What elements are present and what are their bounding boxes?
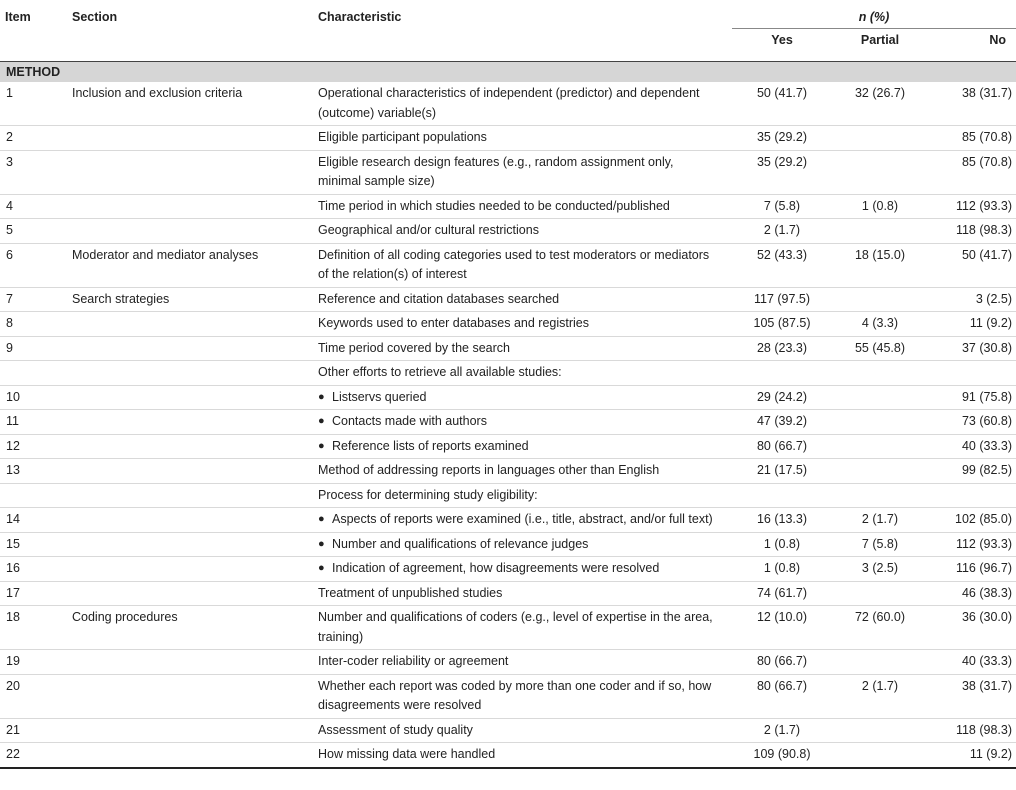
- section-cell: [68, 126, 312, 151]
- item-cell: 17: [0, 581, 68, 606]
- table-row: [0, 219, 1016, 244]
- characteristic-cell: Other efforts to retrieve all available studies:: [312, 361, 732, 386]
- table-row: [0, 581, 1016, 606]
- characteristic-text: Indication of agreement, how disagreements were resolved: [332, 561, 660, 575]
- no-cell: 112 (93.3): [928, 532, 1016, 557]
- section-cell: [68, 581, 312, 606]
- table-row: [0, 650, 1016, 675]
- section-cell: Inclusion and exclusion criteria: [68, 82, 312, 126]
- partial-cell: 7 (5.8): [832, 532, 928, 557]
- header-yes: Yes: [732, 29, 832, 62]
- no-cell: 102 (85.0): [928, 508, 1016, 533]
- characteristic-cell: [312, 557, 732, 582]
- item-cell: 1: [0, 82, 68, 126]
- partial-cell: 55 (45.8): [832, 336, 928, 361]
- characteristic-cell: Definition of all coding categories used to test moderators or mediators of the relation(s) of interest: [312, 243, 732, 287]
- characteristic-cell: Assessment of study quality: [312, 718, 732, 743]
- table-row: [0, 557, 1016, 582]
- section-cell: [68, 557, 312, 582]
- no-cell: 11 (9.2): [928, 312, 1016, 337]
- header-section: Section: [72, 10, 118, 24]
- partial-cell: 2 (1.7): [832, 674, 928, 718]
- characteristic-cell: [312, 434, 732, 459]
- characteristic-cell: Keywords used to enter databases and registries: [312, 312, 732, 337]
- item-cell: 20: [0, 674, 68, 718]
- item-cell: 3: [0, 150, 68, 194]
- item-cell: 22: [0, 743, 68, 768]
- partial-cell: [832, 718, 928, 743]
- no-cell: 46 (38.3): [928, 581, 1016, 606]
- no-cell: 73 (60.8): [928, 410, 1016, 435]
- no-cell: 118 (98.3): [928, 219, 1016, 244]
- partial-cell: [832, 287, 928, 312]
- yes-cell: 74 (61.7): [732, 581, 832, 606]
- table-row: [0, 410, 1016, 435]
- yes-cell: 80 (66.7): [732, 674, 832, 718]
- no-cell: 85 (70.8): [928, 150, 1016, 194]
- item-cell: 8: [0, 312, 68, 337]
- no-cell: 36 (30.0): [928, 606, 1016, 650]
- yes-cell: 80 (66.7): [732, 650, 832, 675]
- yes-cell: 16 (13.3): [732, 508, 832, 533]
- partial-cell: 2 (1.7): [832, 508, 928, 533]
- bullet-icon: ●: [318, 513, 325, 525]
- section-cell: Coding procedures: [68, 606, 312, 650]
- characteristic-cell: Inter-coder reliability or agreement: [312, 650, 732, 675]
- item-cell: 11: [0, 410, 68, 435]
- bullet-icon: ●: [318, 390, 325, 403]
- yes-cell: 1 (0.8): [732, 532, 832, 557]
- bullet-icon: ●: [318, 562, 325, 574]
- table-row: [0, 718, 1016, 743]
- table-row: [0, 243, 1016, 287]
- item-cell: 15: [0, 532, 68, 557]
- yes-cell: 80 (66.7): [732, 434, 832, 459]
- section-cell: [68, 674, 312, 718]
- section-cell: [68, 650, 312, 675]
- partial-cell: [832, 434, 928, 459]
- item-cell: 10: [0, 385, 68, 410]
- header-item: Item: [5, 10, 31, 24]
- partial-cell: 3 (2.5): [832, 557, 928, 582]
- table-header: [0, 0, 1016, 62]
- yes-cell: 52 (43.3): [732, 243, 832, 287]
- no-cell: 37 (30.8): [928, 336, 1016, 361]
- item-cell: 19: [0, 650, 68, 675]
- header-partial: Partial: [832, 29, 928, 62]
- no-cell: [928, 361, 1016, 386]
- characteristic-text: Reference lists of reports examined: [332, 438, 529, 453]
- bullet-icon: ●: [318, 537, 325, 550]
- yes-cell: 35 (29.2): [732, 150, 832, 194]
- yes-cell: [732, 483, 832, 508]
- characteristic-cell: Reference and citation databases searched: [312, 287, 732, 312]
- partial-cell: [832, 743, 928, 768]
- yes-cell: 109 (90.8): [732, 743, 832, 768]
- characteristic-cell: Time period in which studies needed to be conducted/published: [312, 194, 732, 219]
- table-row: [0, 508, 1016, 533]
- section-cell: [68, 385, 312, 410]
- yes-cell: 50 (41.7): [732, 82, 832, 126]
- characteristic-cell: [312, 532, 732, 557]
- section-cell: [68, 150, 312, 194]
- section-cell: [68, 459, 312, 484]
- table-row: [0, 336, 1016, 361]
- characteristic-cell: Operational characteristics of independent (predictor) and dependent (outcome) variable(s): [312, 82, 732, 126]
- partial-cell: [832, 219, 928, 244]
- characteristic-cell: How missing data were handled: [312, 743, 732, 768]
- bullet-icon: ●: [318, 439, 325, 452]
- no-cell: 3 (2.5): [928, 287, 1016, 312]
- section-cell: [68, 194, 312, 219]
- characteristic-text: Number and qualifications of relevance judges: [332, 536, 589, 551]
- header-characteristic: Characteristic: [318, 10, 402, 24]
- no-cell: [928, 483, 1016, 508]
- yes-cell: 1 (0.8): [732, 557, 832, 582]
- partial-cell: [832, 126, 928, 151]
- table-body: [0, 62, 1016, 768]
- table-row: [0, 385, 1016, 410]
- item-cell: 4: [0, 194, 68, 219]
- section-cell: [68, 483, 312, 508]
- table-row: [0, 194, 1016, 219]
- item-cell: 5: [0, 219, 68, 244]
- partial-cell: [832, 581, 928, 606]
- section-cell: [68, 219, 312, 244]
- characteristic-text: Listservs queried: [332, 389, 427, 404]
- section-row: [0, 62, 1016, 83]
- characteristic-cell: Process for determining study eligibility:: [312, 483, 732, 508]
- characteristic-cell: Eligible participant populations: [312, 126, 732, 151]
- header-n-percent: n (%): [732, 0, 1016, 29]
- table-row: [0, 483, 1016, 508]
- no-cell: 91 (75.8): [928, 385, 1016, 410]
- header-no: No: [928, 29, 1016, 62]
- table-row: [0, 150, 1016, 194]
- table-row: [0, 743, 1016, 768]
- table-row: [0, 459, 1016, 484]
- yes-cell: 117 (97.5): [732, 287, 832, 312]
- section-cell: [68, 743, 312, 768]
- yes-cell: 2 (1.7): [732, 718, 832, 743]
- section-cell: [68, 434, 312, 459]
- section-cell: [68, 312, 312, 337]
- partial-cell: 18 (15.0): [832, 243, 928, 287]
- partial-cell: 32 (26.7): [832, 82, 928, 126]
- table-row: [0, 312, 1016, 337]
- section-cell: [68, 532, 312, 557]
- item-cell: 21: [0, 718, 68, 743]
- table-row: [0, 287, 1016, 312]
- characteristic-cell: Geographical and/or cultural restrictions: [312, 219, 732, 244]
- no-cell: 99 (82.5): [928, 459, 1016, 484]
- item-cell: 14: [0, 508, 68, 533]
- item-cell: [0, 361, 68, 386]
- characteristic-cell: Eligible research design features (e.g., random assignment only, minimal sample size): [312, 150, 732, 194]
- yes-cell: 12 (10.0): [732, 606, 832, 650]
- table-row: [0, 434, 1016, 459]
- no-cell: 50 (41.7): [928, 243, 1016, 287]
- section-cell: [68, 410, 312, 435]
- table-row: [0, 361, 1016, 386]
- no-cell: 112 (93.3): [928, 194, 1016, 219]
- yes-cell: 2 (1.7): [732, 219, 832, 244]
- no-cell: 40 (33.3): [928, 434, 1016, 459]
- section-cell: Moderator and mediator analyses: [68, 243, 312, 287]
- section-cell: [68, 336, 312, 361]
- characteristic-text: Contacts made with authors: [332, 414, 487, 428]
- no-cell: 38 (31.7): [928, 674, 1016, 718]
- partial-cell: [832, 150, 928, 194]
- section-cell: [68, 718, 312, 743]
- characteristic-cell: Treatment of unpublished studies: [312, 581, 732, 606]
- partial-cell: [832, 385, 928, 410]
- table-row: [0, 126, 1016, 151]
- item-cell: 6: [0, 243, 68, 287]
- characteristic-cell: Time period covered by the search: [312, 336, 732, 361]
- yes-cell: 35 (29.2): [732, 126, 832, 151]
- characteristic-cell: [312, 508, 732, 533]
- partial-cell: [832, 650, 928, 675]
- section-label: METHOD: [0, 62, 1016, 83]
- partial-cell: [832, 410, 928, 435]
- section-cell: [68, 361, 312, 386]
- bullet-icon: ●: [318, 415, 325, 427]
- characteristic-cell: [312, 385, 732, 410]
- yes-cell: 29 (24.2): [732, 385, 832, 410]
- partial-cell: 1 (0.8): [832, 194, 928, 219]
- item-cell: 18: [0, 606, 68, 650]
- table-row: [0, 532, 1016, 557]
- partial-cell: [832, 483, 928, 508]
- section-cell: Search strategies: [68, 287, 312, 312]
- item-cell: 13: [0, 459, 68, 484]
- yes-cell: 7 (5.8): [732, 194, 832, 219]
- table-row: [0, 606, 1016, 650]
- characteristic-cell: Whether each report was coded by more than one coder and if so, how disagreements were resolved: [312, 674, 732, 718]
- item-cell: 7: [0, 287, 68, 312]
- yes-cell: 21 (17.5): [732, 459, 832, 484]
- no-cell: 11 (9.2): [928, 743, 1016, 768]
- characteristic-cell: Number and qualifications of coders (e.g., level of expertise in the area, training): [312, 606, 732, 650]
- partial-cell: [832, 459, 928, 484]
- yes-cell: 105 (87.5): [732, 312, 832, 337]
- no-cell: 38 (31.7): [928, 82, 1016, 126]
- partial-cell: 72 (60.0): [832, 606, 928, 650]
- section-cell: [68, 508, 312, 533]
- partial-cell: [832, 361, 928, 386]
- no-cell: 118 (98.3): [928, 718, 1016, 743]
- characteristic-text: Aspects of reports were examined (i.e., title, abstract, and/or full text): [332, 512, 713, 526]
- item-cell: 16: [0, 557, 68, 582]
- characteristic-cell: Method of addressing reports in languages other than English: [312, 459, 732, 484]
- partial-cell: 4 (3.3): [832, 312, 928, 337]
- no-cell: 40 (33.3): [928, 650, 1016, 675]
- item-cell: [0, 483, 68, 508]
- table-row: [0, 674, 1016, 718]
- yes-cell: [732, 361, 832, 386]
- item-cell: 2: [0, 126, 68, 151]
- table-row: [0, 82, 1016, 126]
- no-cell: 116 (96.7): [928, 557, 1016, 582]
- item-cell: 12: [0, 434, 68, 459]
- item-cell: 9: [0, 336, 68, 361]
- yes-cell: 28 (23.3): [732, 336, 832, 361]
- no-cell: 85 (70.8): [928, 126, 1016, 151]
- yes-cell: 47 (39.2): [732, 410, 832, 435]
- characteristic-cell: [312, 410, 732, 435]
